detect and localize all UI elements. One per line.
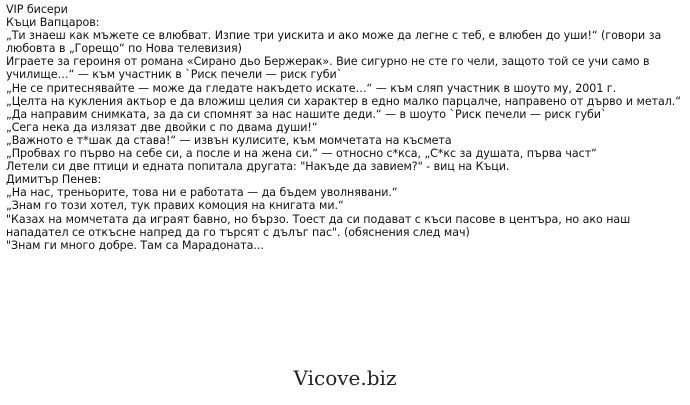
quote-line: „Важното е т*шак да става!“ — извън кулисите, към момчетата на късмета [6, 133, 452, 147]
quote-list [6, 3, 686, 252]
quote-line: "Казах на момчетата да играят бавно, но бързо. Тоест да си подават с къси пасове в центъра, но ако наш нападател се откъсне напред да го търсят с дълъг пас". (обяснения след мач) [6, 212, 631, 239]
quote-line: „На нас, треньорите, това ни е работата — да бъдем уволнявани.“ [6, 186, 398, 200]
quote-line: „Целта на кукления актьор е да вложиш целия си характер в едно малко парцалче, направено от дърво и метал.“ [6, 94, 681, 108]
site-watermark: Vicove.biz [293, 366, 397, 390]
author-heading: Димитър Пенев: [6, 173, 102, 187]
quote-line: „Да направим снимката, за да си спомнят за нас нашите деди.“ — в шоуто `Риск печели — риск губи` [6, 107, 607, 121]
quote-line: „Не се притеснявайте — може да гледате накъдето искате…“ — към сляп участник в шоуто му, 2001 г. [6, 81, 617, 95]
quote-line: „Сега нека да излязат две двойки с по двама души!“ [6, 120, 318, 134]
quote-line: „Знам го този хотел, тук правих комоция на книгата ми.“ [6, 199, 344, 213]
quote-line: Летели си две птици и едната попитала другата: "Накъде да завием?" - виц на Къци. [6, 160, 510, 174]
quote-line: "Знам ги много добре. Там са Марадоната... [6, 238, 264, 252]
section-title: VIP бисери [6, 3, 68, 16]
quote-line: „Пробвах го първо на себе си, а после и на жена си.“ — относно с*кса, „С*кс за душата, първа част“ [6, 147, 597, 161]
quote-line: Играете за героиня от романа «Сирано дьо Бержерак». Вие сигурно не сте го чели, защото той се учи само в училище…“ — към участник в `Риск печели — риск губи` [6, 55, 650, 82]
quote-line: „Ти знаеш как мъжете се влюбват. Изпие три уискита и ако може да легне с теб, е влюбен до уши!“ (говори за любовта в „Горещо“ по Нова телевизия) [6, 29, 662, 56]
author-heading: Къци Вапцаров: [6, 16, 100, 30]
